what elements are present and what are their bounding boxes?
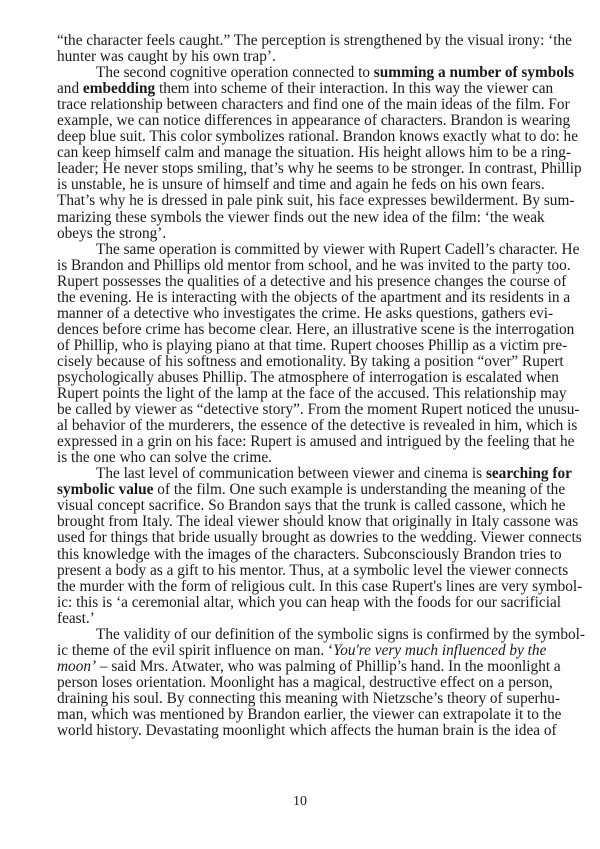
text-run: man, which was mentioned by Brandon earlier, the viewer can extrapolate it to the <box>57 705 562 723</box>
text-line <box>57 611 543 627</box>
text-line <box>57 368 559 386</box>
page-number: 10 <box>293 794 307 809</box>
italic-text: moon’ <box>57 657 97 675</box>
text-line <box>57 561 569 579</box>
text-line <box>57 160 582 178</box>
text-line <box>57 144 572 162</box>
text-run: and <box>57 80 83 98</box>
text-line <box>57 352 564 370</box>
text-line <box>57 593 562 611</box>
bold-text: symbolic value <box>57 481 154 499</box>
paragraph <box>57 32 572 66</box>
text-line <box>57 545 562 563</box>
text-run: manner of a detective who investigates the crime. He asks questions, gathers evi- <box>57 304 554 322</box>
text-line <box>57 304 554 322</box>
text-line <box>57 49 543 65</box>
text-line <box>57 673 553 691</box>
text-run: cisely because of his softness and emotionality. By taking a position “over” Rupert <box>57 352 564 370</box>
text-line <box>57 226 543 242</box>
text-run: person loses orientation. Moonlight has a magical, destructive effect on a person, <box>57 673 553 691</box>
italic-text: You're very much influenced by the <box>333 641 547 659</box>
text-run: is the one who can solve the crime. <box>57 449 272 467</box>
text-run: of Phillip, who is playing piano at that time. Rupert chooses Phillip as a victim pre- <box>57 336 568 354</box>
paragraph <box>57 64 582 242</box>
text-run: The last level of communication between viewer and cinema is <box>96 465 486 483</box>
text-line <box>57 625 585 643</box>
text-run: The second cognitive operation connected to <box>96 64 374 82</box>
text-line <box>57 433 575 451</box>
text-run: can keep himself calm and manage the situation. His height allows him to be a ring- <box>57 144 572 162</box>
text-line <box>57 689 561 707</box>
text-line <box>57 450 543 466</box>
text-line <box>57 513 579 531</box>
paragraph <box>57 465 583 627</box>
text-line <box>57 529 582 547</box>
text-run: The validity of our definition of the symbolic signs is confirmed by the symbol- <box>96 625 585 643</box>
text-run: That’s why he is dressed in pale pink suit, his face expresses bewilderment. By sum- <box>57 192 575 210</box>
text-run: al behavior of the murderers, the essence of the detective is revealed in him, which is <box>57 417 578 435</box>
text-run: The same operation is committed by viewer with Rupert Cadell’s character. He <box>96 240 580 258</box>
text-run: this knowledge with the images of the characters. Subconsciously Brandon tries to <box>57 545 562 563</box>
text-line <box>57 177 543 193</box>
text-run: feast.’ <box>57 609 95 627</box>
bold-text: searching for <box>485 465 572 483</box>
text-run: example, we can notice differences in appearance of characters. Brandon is wearing <box>57 112 571 130</box>
text-line <box>57 320 575 338</box>
paragraph <box>57 625 585 740</box>
text-line <box>57 722 557 740</box>
text-line <box>57 657 561 675</box>
text-line <box>57 641 547 659</box>
text-line <box>57 192 575 210</box>
text-line <box>57 385 567 403</box>
text-run: the murder with the form of religious cult. In this case Rupert's lines are very symbol- <box>57 577 583 595</box>
text-line <box>57 128 578 146</box>
text-run: ic theme of the evil spirit influence on man. ‘ <box>57 641 334 659</box>
text-line <box>57 481 566 499</box>
text-run: the evening. He is interacting with the objects of the apartment and its residents in a <box>57 288 571 306</box>
text-run: expressed in a grin on his face: Rupert is amused and intrigued by the feeling that he <box>57 433 575 451</box>
text-run: marizing these symbols the viewer finds out the new idea of the film: ‘the weak <box>57 208 545 226</box>
text-line <box>57 272 567 290</box>
text-line <box>57 112 571 130</box>
text-run: Rupert possesses the qualities of a detective and his presence changes the course of <box>57 272 567 290</box>
text-run: – said Mrs. Atwater, who was palming of Phillip’s hand. In the moonlight a <box>96 657 561 675</box>
text-run: visual concept sacrifice. So Brandon says that the trunk is called cassone, which he <box>57 497 566 515</box>
text-line <box>57 288 571 306</box>
text-run: world history. Devastating moonlight which affects the human brain is the idea of <box>57 722 557 740</box>
text-run: is unstable, he is unsure of himself and time and again he feds on his own fears. <box>57 176 545 194</box>
text-run: Rupert points the light of the lamp at the face of the accused. This relationship may <box>57 385 567 403</box>
paragraph <box>57 240 580 467</box>
text-run: is Brandon and Phillips old mentor from school, and he was invited to the party too. <box>57 256 571 274</box>
text-run: “the character feels caught.” The perception is strengthened by the visual irony: ‘the <box>57 32 572 49</box>
text-run: ic: this is ‘a ceremonial altar, which you can heap with the foods for our sacrificial <box>57 593 562 611</box>
text-run: them into scheme of their interaction. In this way the viewer can <box>155 80 554 98</box>
text-line <box>57 401 580 419</box>
text-line <box>57 577 583 595</box>
text-run: trace relationship between characters and find one of the main ideas of the film. For <box>57 96 570 114</box>
text-line <box>57 32 572 49</box>
text-line <box>57 417 578 435</box>
text-run: psychologically abuses Phillip. The atmosphere of interrogation is escalated when <box>57 368 559 386</box>
text-run: obeys the strong’. <box>57 224 167 242</box>
text-run: of the film. One such example is understanding the meaning of the <box>153 481 566 499</box>
text-line <box>57 705 562 723</box>
text-line <box>57 96 570 114</box>
text-run: deep blue suit. This color symbolizes rational. Brandon knows exactly what to do: he <box>57 128 578 146</box>
text-line <box>57 497 566 515</box>
text-run: draining his soul. By connecting this meaning with Nietzsche’s theory of superhu- <box>57 689 561 707</box>
text-line <box>57 80 554 98</box>
text-run: dences before crime has become clear. Here, an illustrative scene is the interrogation <box>57 320 575 338</box>
text-line <box>57 240 580 258</box>
bold-text: summing a number of symbols <box>373 64 575 82</box>
text-run: be called by viewer as “detective story”. From the moment Rupert noticed the unusu- <box>57 401 580 419</box>
text-run: leader; He never stops smiling, that’s why he seems to be stronger. In contrast, Phillip <box>57 160 582 178</box>
text-line <box>57 210 543 226</box>
text-run: present a body as a gift to his mentor. Thus, at a symbolic level the viewer connects <box>57 561 569 579</box>
text-run: brought from Italy. The ideal viewer should know that originally in Italy cassone was <box>57 513 579 531</box>
bold-text: embedding <box>82 80 156 98</box>
page-body <box>57 32 585 740</box>
text-run: used for things that bride usually brought as dowries to the wedding. Viewer connects <box>57 529 582 547</box>
text-run: hunter was caught by his own trap’. <box>57 48 276 66</box>
text-line <box>57 465 572 483</box>
text-line <box>57 256 571 274</box>
text-line <box>57 64 575 82</box>
text-line <box>57 336 568 354</box>
